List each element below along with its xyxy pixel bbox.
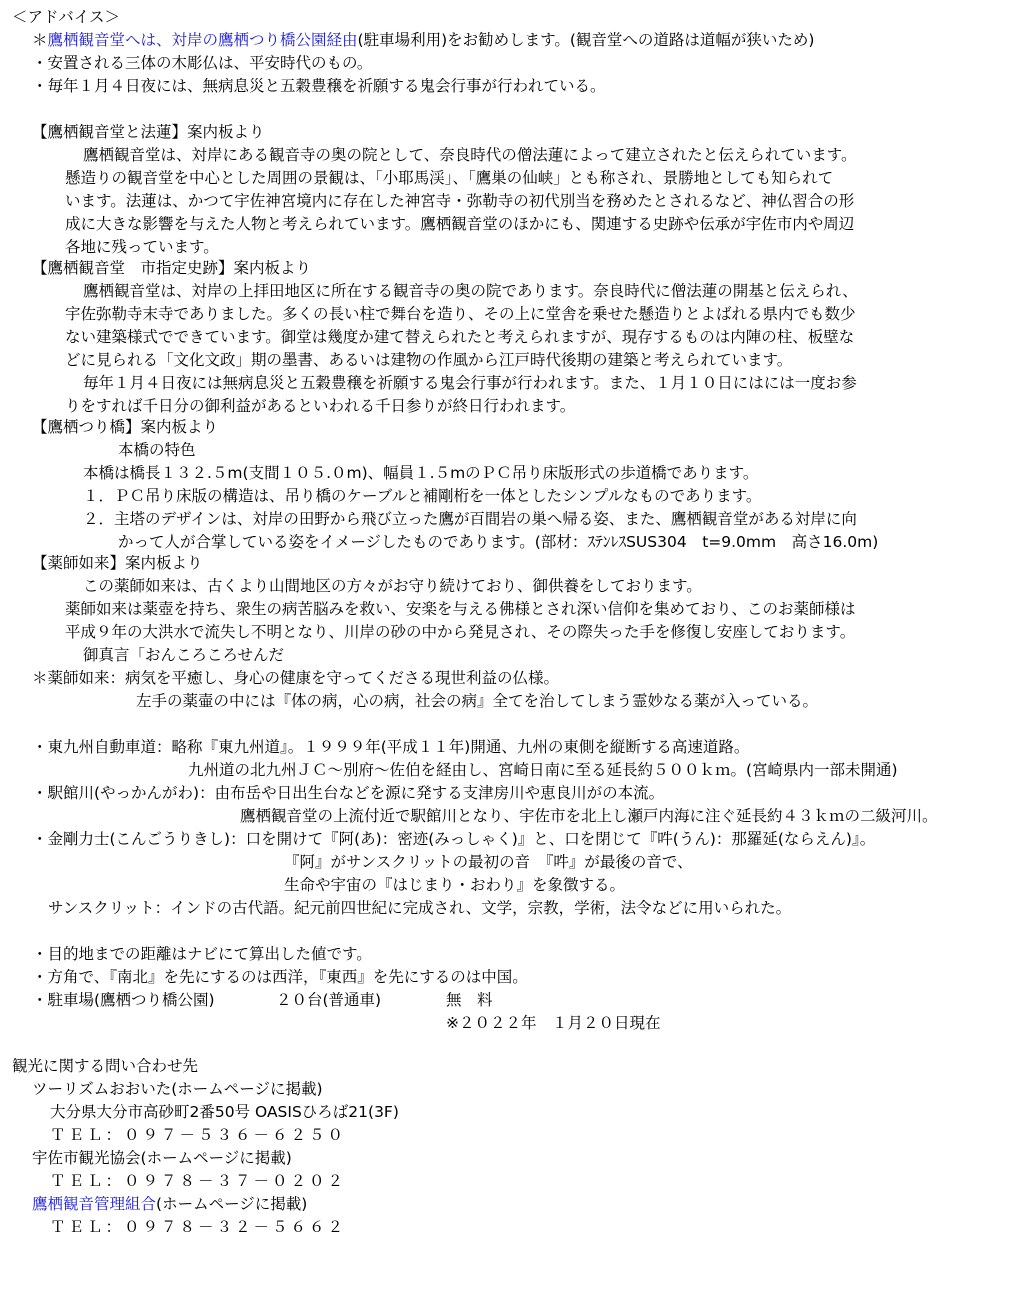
glossary-expressway: ・東九州自動車道：略称『東九州道』。１９９９年(平成１１年)開通、九州の東側を縦断する高速道路。 [32, 738, 750, 756]
route-advice [32, 29, 814, 52]
glossary-kongo: ・金剛力士(こんごうりきし)：口を開けて『阿(あ)：密迹(みっしゃく)』と、口を閉じて『吽(うん)：那羅延(ならえん)』。 [32, 830, 876, 848]
parking-count: ２０台(普通車) [276, 991, 382, 1009]
bridge-spec: 本橋は橋長１３２.５m(支間１０５.０m)、幅員１.５mのＰＣ吊り床版形式の歩道橋であります。 [83, 464, 759, 482]
mantra-line: 御真言「おんころころせんだ [83, 646, 285, 664]
bridge-item: かって人が合掌している姿をイメージしたものであります。(部材：ｽﾃﾝﾚｽSUS304 t=9.0mm 高さ16.0m) [118, 533, 879, 551]
as-of-date: ※２０２２年 １月２０日現在 [446, 1014, 661, 1032]
route-prefix: ＊ [32, 31, 48, 49]
paragraph-line: 成に大きな影響を与えた人物と考えられています。鷹栖観音堂のほかにも、関連する史跡や伝承が宇佐市内や周辺 [65, 215, 855, 233]
contact-org [32, 1147, 292, 1170]
glossary-kongo-detail: 生命や宇宙の『はじまり・おわり』を象徴する。 [284, 876, 626, 894]
contact-org [32, 1078, 323, 1101]
note-distance: ・目的地までの距離はナビにて算出した値です。 [32, 945, 372, 963]
paragraph-line: りをすれば千日分の御利益があるといわれる千日参りが終日行われます。 [65, 397, 576, 415]
org-address: 大分県大分市高砂町2番50号 OASISひろば21(3F) [50, 1103, 399, 1121]
org-note: (ホームページに掲載) [171, 1080, 323, 1098]
paragraph-line: 薬師如来は薬壺を持ち、衆生の病苦脳みを救い、安楽を与える佛様とされ深い信仰を集めており、このお薬師様は [65, 600, 856, 618]
org-tel: ＴＥＬ：０９７－５３６－６２５０ [50, 1126, 347, 1144]
paragraph-line: 平成９年の大洪水で流失し不明となり、川岸の砂の中から発見され、その際失った手を修復し安座しております。 [65, 623, 856, 641]
section-heading: 【鷹栖観音堂と法蓮】案内板より [32, 123, 265, 141]
contact-heading: 観光に関する問い合わせ先 [12, 1057, 199, 1075]
note-direction: ・方角で、『南北』を先にするのは西洋，『東西』を先にするのは中国。 [32, 968, 528, 986]
glossary-kongo-detail: 『阿』がサンスクリットの最初の音 『吽』が最後の音で、 [284, 853, 693, 871]
advice-heading: ＜アドバイス＞ [12, 8, 121, 26]
org-name: 宇佐市観光協会 [32, 1149, 141, 1167]
glossary-expressway-detail: 九州道の北九州ＪＣ～別府～佐伯を経由し、宮崎日南に至る延長約５００ｋｍ。(宮崎県内一部未開通) [188, 761, 898, 779]
bridge-subtitle: 本橋の特色 [118, 441, 196, 459]
org-note: (ホームページに掲載) [140, 1149, 292, 1167]
yakushi-note: ＊薬師如来：病気を平癒し、身心の健康を守ってくださる現世利益の仏様。 [32, 669, 560, 687]
route-link[interactable]: 鷹栖観音堂へは、対岸の鷹栖つり橋公園経由 [47, 31, 358, 49]
paragraph-line: 宇佐弥勒寺末寺でありました。多くの長い柱で舞台を造り、その上に堂舎を乗せた懸造りとよばれる県内でも数少 [65, 305, 856, 323]
paragraph-line: 毎年１月４日夜には無病息災と五穀豊穣を祈願する鬼会行事が行われます。また、１月１０日にはには一度お参 [83, 374, 857, 392]
section-heading: 【鷹栖観音堂 市指定史跡】案内板より [32, 259, 312, 277]
section-heading: 【薬師如来】案内板より [32, 554, 203, 572]
paragraph-line: 各地に残っています。 [65, 238, 219, 256]
parking-fee: 無 料 [446, 991, 493, 1009]
bridge-item: ２．主塔のデザインは、対岸の田野から飛び立った鷹が百間岩の巣へ帰る姿、また、鷹栖観音堂がある対岸に向 [83, 510, 857, 528]
paragraph-line: ない建築様式でできています。御堂は幾度か建て替えられたと考えられますが、現存するものは内陣の柱、板壁な [65, 328, 855, 346]
paragraph-line: います。法蓮は、かつて宇佐神宮境内に存在した神宮寺・弥勒寺の初代別当を務めたとされるなど、神仏習合の形 [65, 192, 855, 210]
parking-label: ・駐車場(鷹栖つり橋公園) [32, 991, 215, 1009]
yakushi-note: 左手の薬壷の中には『体の病，心の病，社会の病』全てを治してしまう霊妙なる薬が入っている。 [136, 692, 819, 710]
glossary-sanskrit: サンスクリット：インドの古代語。紀元前四世紀に完成され、文学，宗教，学術，法令などに用いられた。 [48, 899, 792, 917]
glossary-river-detail: 鷹栖観音堂の上流付近で駅館川となり、宇佐市を北上し瀬戸内海に注ぐ延長約４３ｋｍの二級河川。 [240, 807, 938, 825]
paragraph-line: 鷹栖観音堂は、対岸の上拝田地区に所在する観音寺の奥の院であります。奈良時代に僧法蓮の開基と伝えられ、 [83, 282, 858, 300]
paragraph-line: 懸造りの観音堂を中心とした周囲の景観は、「小耶馬渓」、「鷹巣の仙峡」とも称され、景勝地としても知られて [65, 169, 834, 187]
org-note: (ホームページに掲載) [156, 1195, 308, 1213]
org-tel: ＴＥＬ：０９７８－３２－５６６２ [50, 1218, 347, 1236]
advice-bullet: ・安置される三体の木彫仏は、平安時代のもの。 [32, 54, 373, 72]
paragraph-line: 鷹栖観音堂は、対岸にある観音寺の奥の院として、奈良時代の僧法蓮によって建立されたと伝えられています。 [83, 146, 857, 164]
org-link[interactable]: 鷹栖観音管理組合 [32, 1195, 157, 1213]
advice-bullet: ・毎年１月４日夜には、無病息災と五穀豊穣を祈願する鬼会行事が行われている。 [32, 77, 606, 95]
bridge-item: １．ＰＣ吊り床版の構造は、吊り橋のケーブルと補剛桁を一体としたシンプルなものであります。 [83, 487, 762, 505]
section-heading: 【鷹栖つり橋】案内板より [32, 418, 219, 436]
paragraph-line: どに見られる「文化文政」期の墨書、あるいは建物の作風から江戸時代後期の建築と考えられています。 [65, 351, 793, 369]
contact-org [32, 1193, 307, 1216]
paragraph-line: この薬師如来は、古くより山間地区の方々がお守り続けており、御供養をしております。 [83, 577, 702, 595]
route-rest: (駐車場利用)をお勧めします。(観音堂への道路は道幅が狭いため) [357, 31, 815, 49]
glossary-river: ・駅館川(やっかんがわ)：由布岳や日出生台などを源に発する支津房川や恵良川がの本流。 [32, 784, 665, 802]
org-tel: ＴＥＬ：０９７８－３７－０２０２ [50, 1172, 347, 1190]
note-parking [32, 989, 493, 1012]
org-name: ツーリズムおおいた [32, 1080, 172, 1098]
